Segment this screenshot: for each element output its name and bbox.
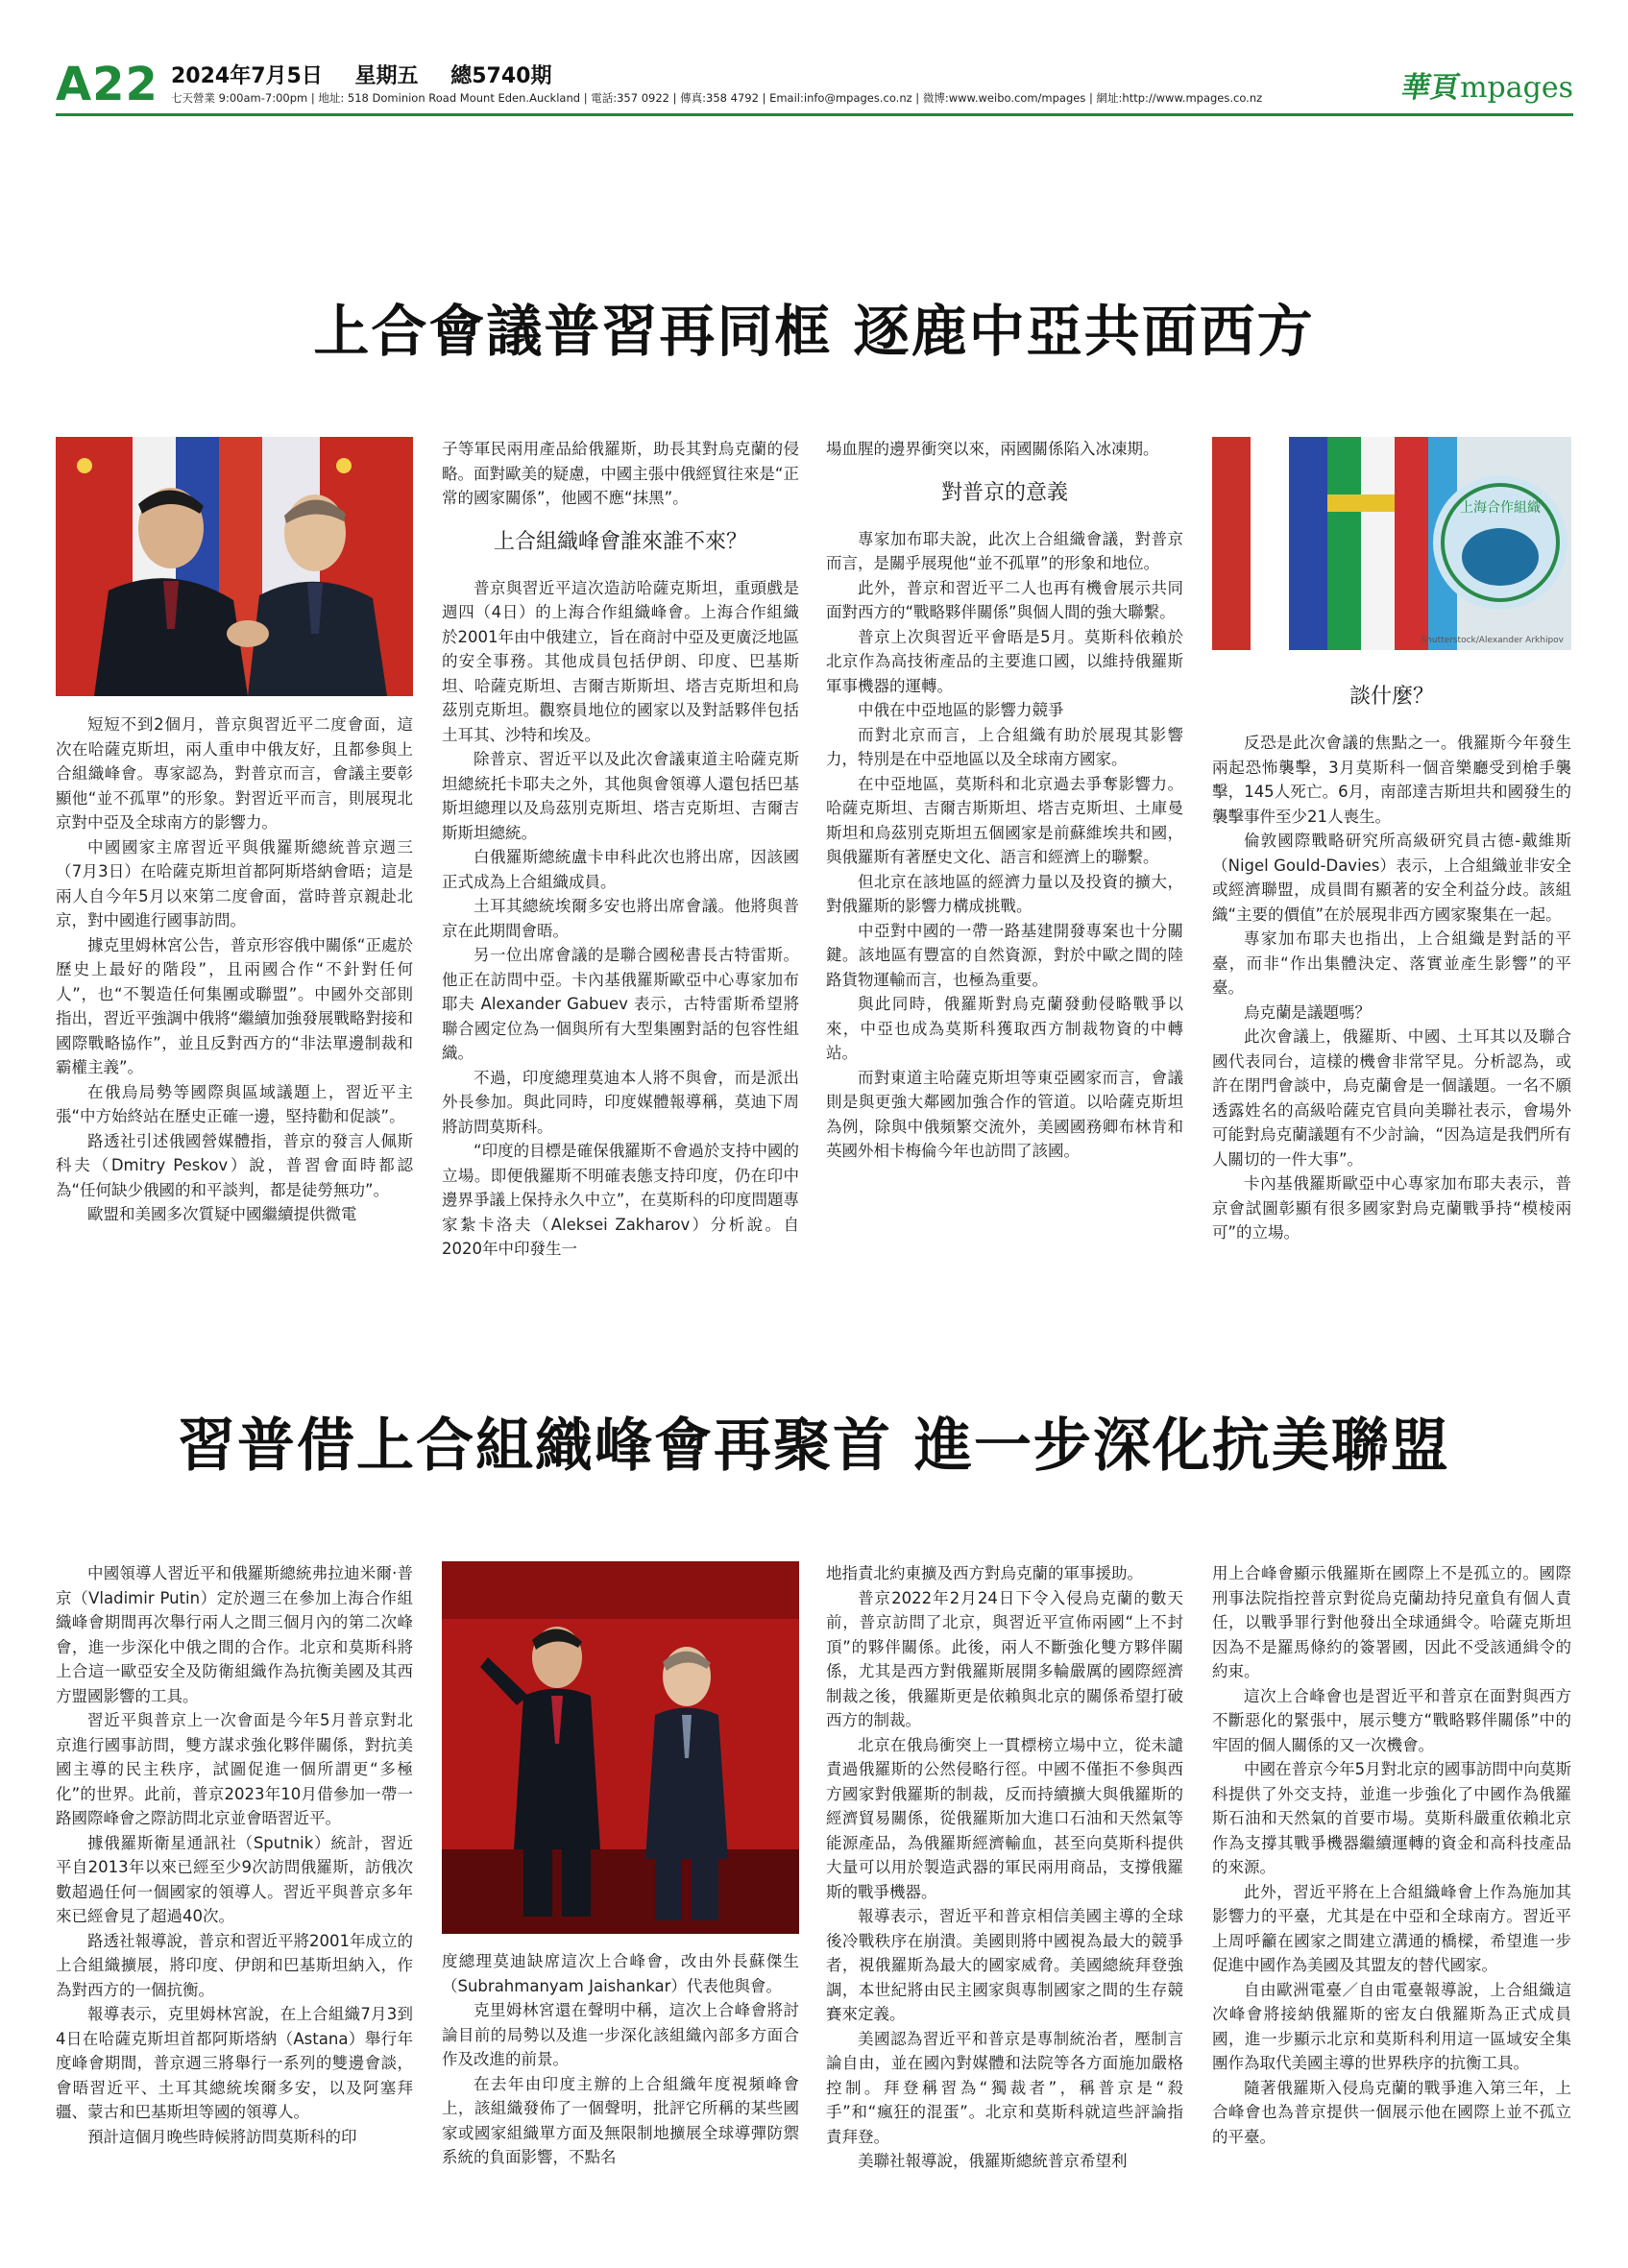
article1-col1 xyxy=(56,712,413,1227)
article2-headline: 習普借上合組織峰會再聚首 進一步深化抗美聯盟 xyxy=(178,1412,1450,1480)
paragraph: 土耳其總統埃爾多安也將出席會議。他將與普京在此期間會晤。 xyxy=(442,897,799,940)
paragraph: 卡內基俄羅斯歐亞中心專家加布耶夫表示，普京會試圖彰顯有很多國家對烏克蘭戰爭持“模棱兩可”的立場。 xyxy=(1212,1174,1571,1242)
issue-weekday: 星期五 xyxy=(354,64,419,88)
paragraph: 歐盟和美國多次質疑中國繼續提供微電 xyxy=(87,1205,357,1223)
paragraph: 烏克蘭是議題嗎？ xyxy=(1244,1002,1371,1022)
paragraph: 習近平與普京上一次會面是今年5月普京對北京進行國事訪問，雙方謀求強化夥伴關係，對抗美國主導的民主秩序，試圖促進一個所謂更“多極化”的世界。此前，普京2023年10月借參加一帶一路國際峰會之際訪問北京並會晤習近平。 xyxy=(56,1711,413,1827)
handshake-illustration xyxy=(56,437,413,696)
article2-col1 xyxy=(56,1561,413,2149)
paragraph: 中國國家主席習近平與俄羅斯總統普京週三（7月3日）在哈薩克斯坦首都阿斯塔納會晤；這是兩人自今年5月以來第二度會面，當時普京親赴北京，對中國進行國事訪問。 xyxy=(56,837,413,929)
article1-photo-flags xyxy=(1212,437,1571,650)
paragraph: 而對東道主哈薩克斯坦等東亞國家而言，會議則是與更強大鄰國加強合作的管道。以哈薩克斯坦為例，除與中俄頻繁交流外，美國國務卿布林肯和英國外相卡梅倫今年也訪問了該國。 xyxy=(826,1068,1183,1160)
page-header xyxy=(56,58,1573,111)
paragraph: 中國領導人習近平和俄羅斯總統弗拉迪米爾·普京（Vladimir Putin）定於週三在參加上海合作組織峰會期間再次舉行兩人之間三個月內的第二次峰會，進一步深化中俄之間的合作。北京和莫斯科將上合這一歐亞安全及防衛組織作為抗衡美國及其西方盟國影響的工具。 xyxy=(56,1564,413,1705)
paragraph: 預計這個月晚些時候將訪問莫斯科的印 xyxy=(87,2127,357,2146)
article2-col3 xyxy=(826,1561,1183,2174)
article1-headline: 上合會議普習再同框 逐鹿中亞共面西方 xyxy=(313,299,1315,364)
paragraph: 中俄在中亞地區的影響力競爭 xyxy=(858,701,1064,719)
contact-info: 七天營業 9:00am-7:00pm | 地址: 518 Dominion Road Mount Eden.Auckland | 電話:357 0922 | 傳真:358 4792 | Email:info@mpages.co.nz | 微博:www.weibo.com/mpages | 網址:http://www.mpages.co.nz xyxy=(171,91,1263,105)
paragraph: 自由歐洲電臺／自由電臺報導說，上合組織這次峰會將接納俄羅斯的密友白俄羅斯為正式成員國，進一步顯示北京和莫斯科利用這一區域安全集團作為取代美國主導的世界秩序的抗衡工具。 xyxy=(1212,1980,1571,2072)
article2-col2 xyxy=(442,1949,799,2170)
article1-col2 xyxy=(442,437,799,1262)
paragraph: 在中亞地區，莫斯科和北京過去爭奪影響力。哈薩克斯坦、吉爾吉斯斯坦、塔吉克斯坦、土庫曼斯坦和烏茲別克斯坦五個國家是前蘇維埃共和國，與俄羅斯有著歷史文化、語言和經濟上的聯繫。 xyxy=(826,774,1183,866)
article1-photo-handshake xyxy=(56,437,413,696)
paragraph: 子等軍民兩用產品給俄羅斯，助長其對烏克蘭的侵略。面對歐美的疑慮，中國主張中俄經貿往來是“正常的國家關係”，他國不應“抹黑”。 xyxy=(442,440,799,507)
paragraph: 地指責北約東擴及西方對烏克蘭的軍事援助。 xyxy=(826,1564,1143,1582)
paragraph: 不過，印度總理莫迪本人將不與會，而是派出外長參加。與此同時，印度媒體報導稱，莫迪下周將訪問莫斯科。 xyxy=(442,1068,799,1136)
issue-date: 2024年7月5日 xyxy=(171,64,323,88)
paragraph: 反恐是此次會議的焦點之一。俄羅斯今年發生兩起恐怖襲擊，3月莫斯科一個音樂廳受到槍手襲擊，145人死亡。6月，南部達吉斯坦共和國發生的襲擊事件至少21人喪生。 xyxy=(1212,734,1571,826)
photo-credit: Shutterstock/Alexander Arkhipov xyxy=(1421,636,1564,645)
paragraph: 北京在俄烏衝突上一貫標榜立場中立，從未譴責過俄羅斯的公然侵略行徑。中國不僅拒不參與西方國家對俄羅斯的制裁，反而持續擴大與俄羅斯的經濟貿易關係，從俄羅斯加大進口石油和天然氣等能源產品，為俄羅斯經濟輸血，甚至向莫斯科提供大量可以用於製造武器的軍民兩用商品，支撐俄羅斯的戰爭機器。 xyxy=(826,1735,1183,1901)
subheading-who-attends: 上合組織峰會誰來誰不來？ xyxy=(493,529,747,554)
paragraph: 除普京、習近平以及此次會議東道主哈薩克斯坦總統托卡耶夫之外，其他與會領導人還包括巴基斯坦總理以及烏茲別克斯坦、塔吉克斯坦、吉爾吉斯斯坦總統。 xyxy=(442,750,799,842)
paragraph: 用上合峰會顯示俄羅斯在國際上不是孤立的。國際刑事法院指控普京對從烏克蘭劫持兒童負有個人責任，以戰爭罪行對他發出全球通緝令。哈薩克斯坦因為不是羅馬條約的簽署國，因此不受該通緝令的約束。 xyxy=(1212,1564,1571,1680)
paragraph: 路透社報導說，普京和習近平將2001年成立的上合組織擴展，將印度、伊朗和巴基斯坦納入，作為對西方的一個抗衡。 xyxy=(56,1931,413,1999)
logo-zh: 華頁 xyxy=(1398,71,1463,105)
paragraph: 在去年由印度主辦的上合組織年度視頻峰會上，該組織發佈了一個聲明，批評它所稱的某些國家或國家組織單方面及無限制地擴展全球導彈防禦系統的負面影響，不點名 xyxy=(442,2074,799,2166)
logo-en: mpages xyxy=(1460,71,1573,105)
paragraph: 美聯社報導說，俄羅斯總統普京希望利 xyxy=(858,2152,1128,2170)
paragraph: 報導表示，克里姆林宮說，在上合組織7月3到4日在哈薩克斯坦首都阿斯塔納（Astana）舉行年度峰會期間，普京週三將舉行一系列的雙邊會談，會晤習近平、土耳其總統埃爾多安，以及阿塞拜疆、蒙古和巴基斯坦等國的領導人。 xyxy=(56,2005,413,2121)
paragraph: 普京2022年2月24日下令入侵烏克蘭的數天前，普京訪問了北京，與習近平宣佈兩國“上不封頂”的夥伴關係。此後，兩人不斷強化雙方夥伴關係，尤其是西方對俄羅斯展開多輪嚴厲的國際經濟制裁之後，俄羅斯更是依賴與北京的關係希望打破西方的制裁。 xyxy=(826,1588,1183,1729)
issue-line xyxy=(171,60,576,89)
paragraph: 此外，普京和習近平二人也再有機會展示共同面對西方的“戰略夥伴關係”與個人間的強大聯繫。 xyxy=(826,578,1183,621)
paragraph: 專家加布耶夫說，此次上合組織會議，對普京而言，是關乎展現他“並不孤單”的形象和地位。 xyxy=(826,529,1183,572)
paragraph: 美國認為習近平和普京是專制統治者，壓制言論自由，並在國內對媒體和法院等各方面施加嚴格控制。拜登稱習為“獨裁者”，稱普京是“殺手”和“瘋狂的混蛋”。北京和莫斯科就這些評論指責拜登。 xyxy=(826,2029,1183,2146)
paragraph: 專家加布耶夫也指出，上合組織是對話的平臺，而非“作出集體決定、落實並產生影響”的平臺。 xyxy=(1212,929,1571,997)
walking-illustration xyxy=(442,1561,799,1934)
issue-number: 總5740期 xyxy=(450,64,552,88)
article1-col4 xyxy=(1212,669,1571,1245)
paragraph: 此次會議上，俄羅斯、中國、土耳其以及聯合國代表同台，這樣的機會非常罕見。分析認為，或許在閉門會談中，烏克蘭會是一個議題。一名不願透露姓名的高級哈薩克官員向美聯社表示，會場外可能對烏克蘭議題有不少討論，“因為這是我們所有人關切的一件大事”。 xyxy=(1212,1027,1571,1169)
subheading-topics: 談什麼？ xyxy=(1349,685,1434,709)
subheading-meaning: 對普京的意義 xyxy=(940,480,1068,505)
paragraph: 報導表示，習近平和普京相信美國主導的全球後冷戰秩序在崩潰。美國則將中國視為最大的競爭者，視俄羅斯為最大的國家威脅。美國總統拜登強調，本世紀將由民主國家與專制國家之間的生存競賽來定義。 xyxy=(826,1907,1183,2023)
page-number: A22 xyxy=(56,58,158,111)
flags-illustration xyxy=(1212,437,1571,650)
header-rule xyxy=(56,113,1573,116)
paragraph: 與此同時，俄羅斯對烏克蘭發動侵略戰爭以來，中亞也成為莫斯科獲取西方制裁物資的中轉站。 xyxy=(826,995,1183,1062)
paragraph: 白俄羅斯總統盧卡申科此次也將出席，因該國正式成為上合組織成員。 xyxy=(442,848,799,891)
paragraph: 此外，習近平將在上合組織峰會上作為施加其影響力的平臺，尤其是在中亞和全球南方。習近平上周呼籲在國家之間建立溝通的橋樑，希望進一步促進中國作為美國及其盟友的替代國家。 xyxy=(1212,1882,1571,1974)
paragraph: 在俄烏局勢等國際與區域議題上，習近平主張“中方始終站在歷史正確一邊，堅持勸和促談”。 xyxy=(56,1082,413,1125)
paragraph: 普京上次與習近平會晤是5月。莫斯科依賴於北京作為高技術產品的主要進口國，以維持俄羅斯軍事機器的運轉。 xyxy=(826,627,1183,695)
paragraph: 據克里姆林宮公告，普京形容俄中關係“正處於歷史上最好的階段”，且兩國合作“不針對任何人”，也“不製造任何集團或聯盟”。中國外交部則指出，習近平強調中俄將“繼續加強發展戰略對接和國際戰略協作”，並且反對西方的“非法單邊制裁和霸權主義”。 xyxy=(56,935,413,1076)
paragraph: 而對北京而言，上合組織有助於展現其影響力，特別是在中亞地區以及全球南方國家。 xyxy=(826,725,1183,768)
paragraph: 這次上合峰會也是習近平和普京在面對與西方不斷惡化的緊張中，展示雙方“戰略夥伴關係”中的牢固的個人關係的又一次機會。 xyxy=(1212,1686,1571,1754)
paragraph: 度總理莫迪缺席這次上合峰會，改由外長蘇傑生（Subrahmanyam Jaishankar）代表他與會。 xyxy=(442,1952,799,1995)
svg-text:上海合作組織: 上海合作組織 xyxy=(1460,500,1541,516)
paragraph: 中亞對中國的一帶一路基建開發專案也十分關鍵。該地區有豐富的自然資源，對於中歐之間的陸路貨物運輸而言，也極為重要。 xyxy=(826,921,1183,989)
paragraph: “印度的目標是確保俄羅斯不會過於支持中國的立場。即便俄羅斯不明確表態支持印度，仍在印中邊界爭議上保持永久中立”，在莫斯科的印度問題專家紮卡洛夫（Aleksei Zakharov）分析說。自2020年中印發生一 xyxy=(442,1142,799,1258)
paragraph: 路透社引述俄國營媒體指，普京的發言人佩斯科夫（Dmitry Peskov）說，普習會面時都認為“任何缺少俄國的和平談判，都是徒勞無功”。 xyxy=(56,1131,413,1199)
publisher-logo xyxy=(1398,63,1573,106)
article1-col3 xyxy=(826,437,1183,1164)
paragraph: 中國在普京今年5月對北京的國事訪問中向莫斯科提供了外交支持，並進一步強化了中國作為俄羅斯石油和天然氣的首要市場。莫斯科嚴重依賴北京作為支撐其戰爭機器繼續運轉的資金和高科技產品的來源。 xyxy=(1212,1760,1571,1876)
paragraph: 另一位出席會議的是聯合國秘書長古特雷斯。他正在訪問中亞。卡內基俄羅斯歐亞中心專家加布耶夫 Alexander Gabuev 表示，古特雷斯希望將聯合國定位為一個與所有大型集團對話的包容性組織。 xyxy=(442,946,799,1062)
paragraph: 短短不到2個月，普京與習近平二度會面，這次在哈薩克斯坦，兩人重申中俄友好，且都參與上合組織峰會。專家認為，對普京而言，會議主要彰顯他“並不孤單”的形象。對習近平而言，則展現北京對中亞及全球南方的影響力。 xyxy=(56,715,413,832)
paragraph: 普京與習近平這次造訪哈薩克斯坦，重頭戲是週四（4日）的上海合作組織峰會。上海合作組織於2001年由中俄建立，旨在商討中亞及更廣泛地區的安全事務。其他成員包括伊朗、印度、巴基斯坦、哈薩克斯坦、吉爾吉斯斯坦、塔吉克斯坦和烏茲別克斯坦。觀察員地位的國家以及對話夥伴包括土耳其、沙特和埃及。 xyxy=(442,578,799,744)
paragraph: 隨著俄羅斯入侵烏克蘭的戰爭進入第三年，上合峰會也為普京提供一個展示他在國際上並不孤立的平臺。 xyxy=(1212,2078,1571,2146)
paragraph: 倫敦國際戰略研究所高級研究員古德-戴維斯（Nigel Gould-Davies）表示，上合組織並非安全或經濟聯盟，成員間有顯著的安全利益分歧。該組織“主要的價值”在於展現非西方國家聚集在一起。 xyxy=(1212,832,1571,924)
paragraph: 克里姆林宮還在聲明中稱，這次上合峰會將討論目前的局勢以及進一步深化該組織內部多方面合作及改進的前景。 xyxy=(442,2001,799,2068)
article2-col4 xyxy=(1212,1561,1571,2149)
paragraph: 但北京在該地區的經濟力量以及投資的擴大，對俄羅斯的影響力構成挑戰。 xyxy=(826,872,1183,915)
paragraph: 場血腥的邊界衝突以來，兩國關係陷入冰凍期。 xyxy=(826,440,1159,458)
paragraph: 據俄羅斯衛星通訊社（Sputnik）統計，習近平自2013年以來已經至少9次訪問俄羅斯，訪俄次數超過任何一個國家的領導人。習近平與普京多年來已經會見了超過40次。 xyxy=(56,1833,413,1925)
article2-photo-walking xyxy=(442,1561,799,1934)
